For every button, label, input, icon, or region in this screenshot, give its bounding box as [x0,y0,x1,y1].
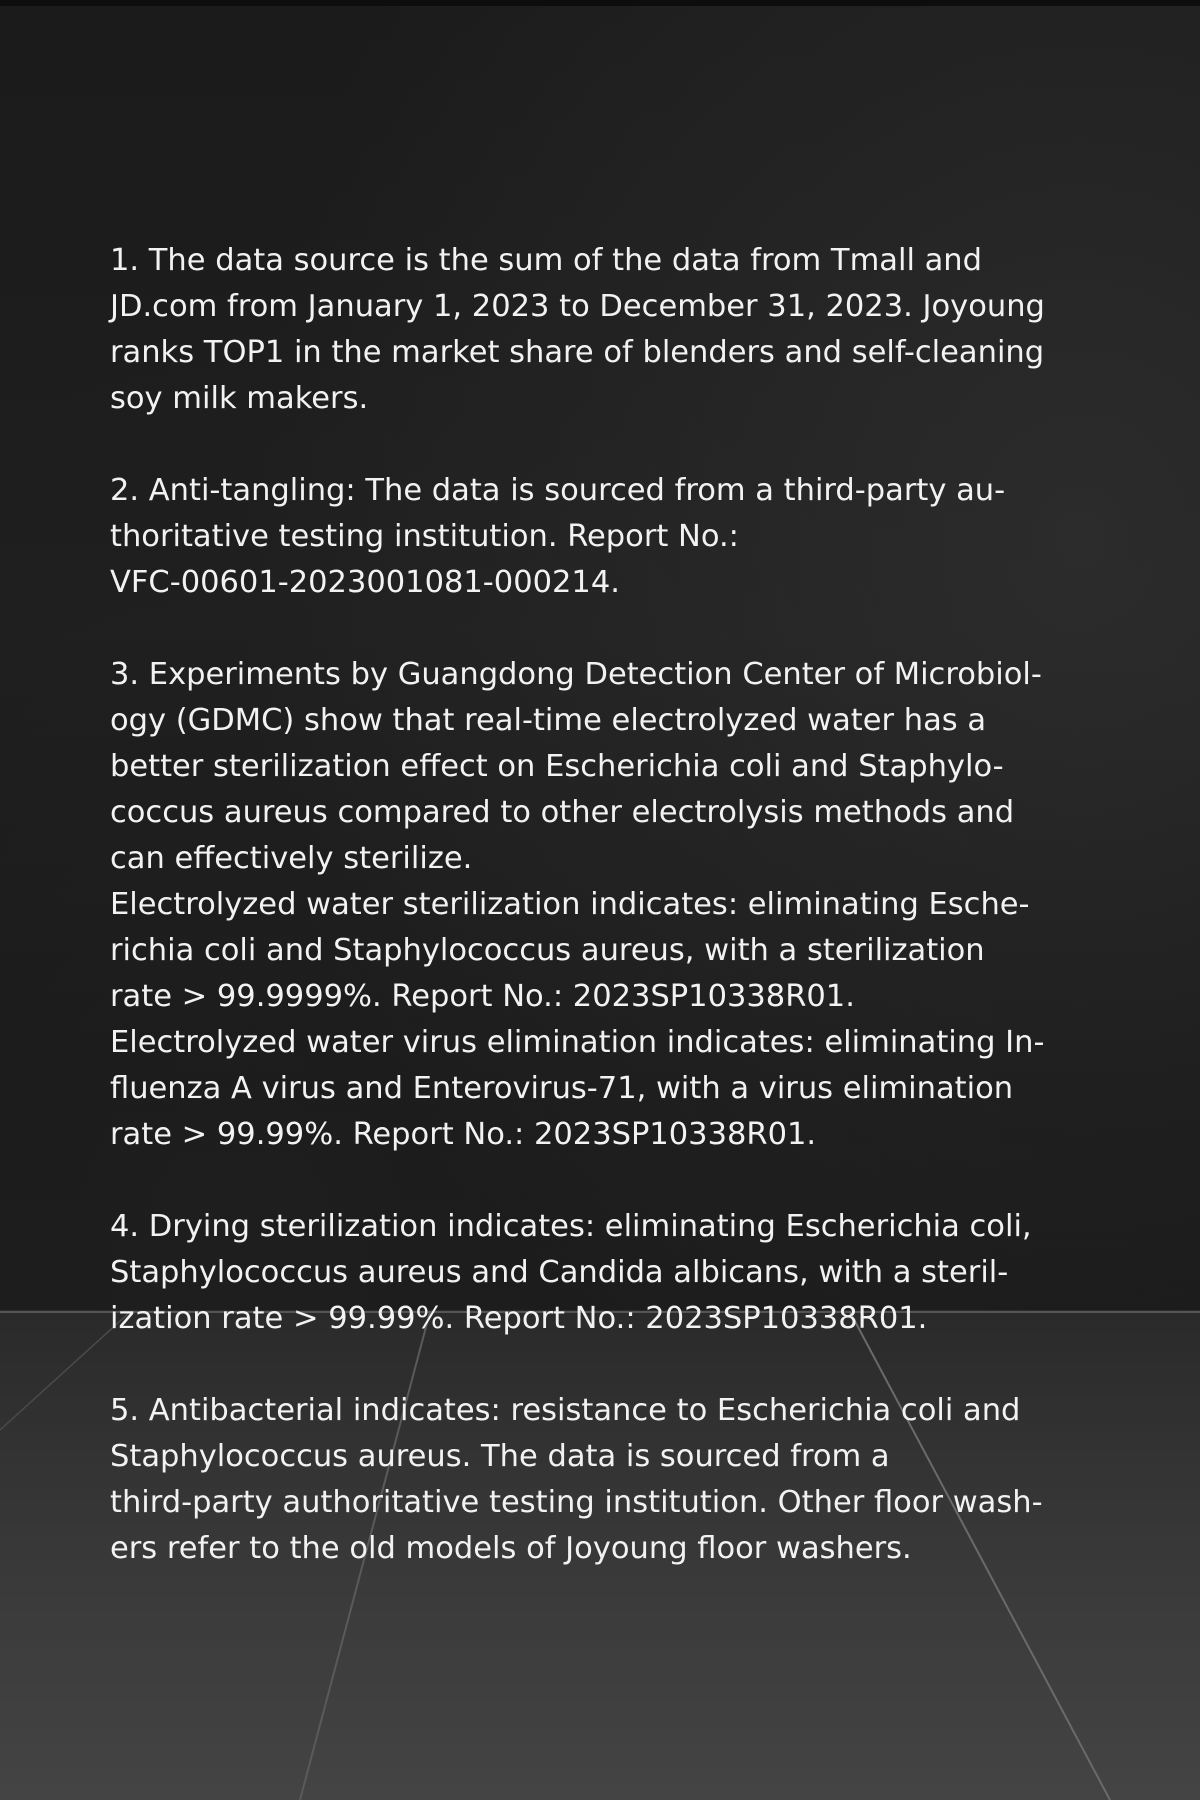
top-edge-line [0,0,1200,6]
note-line: fluenza A virus and Enterovirus-71, with a virus elimination [110,1071,1014,1106]
note-paragraph [110,238,1100,422]
note-paragraph [110,1388,1100,1572]
note-line: rate > 99.9999%. Report No.: 2023SP10338R01. [110,979,855,1014]
note-line: better sterilization effect on Escherichia coli and Staphylo- [110,749,1004,784]
paragraph-spacer [110,422,1100,468]
note-line: Staphylococcus aureus and Candida albicans, with a steril- [110,1255,1009,1290]
note-line: ization rate > 99.99%. Report No.: 2023SP10338R01. [110,1301,928,1336]
note-line: ers refer to the old models of Joyoung floor washers. [110,1531,912,1566]
note-line: 5. Antibacterial indicates: resistance to Escherichia coli and [110,1393,1021,1428]
note-line: thoritative testing institution. Report No.: [110,519,739,554]
disclaimer-notes [110,238,1100,1572]
note-line: soy milk makers. [110,381,369,416]
note-line: ogy (GDMC) show that real-time electrolyzed water has a [110,703,987,738]
note-line: can effectively sterilize. [110,841,473,876]
note-line: Staphylococcus aureus. The data is sourced from a [110,1439,890,1474]
note-line: 3. Experiments by Guangdong Detection Center of Microbiol- [110,657,1042,692]
note-line: richia coli and Staphylococcus aureus, with a sterilization [110,933,985,968]
note-line: JD.com from January 1, 2023 to December 31, 2023. Joyoung [110,289,1045,324]
note-line: 1. The data source is the sum of the data from Tmall and [110,243,982,278]
note-line: 4. Drying sterilization indicates: eliminating Escherichia coli, [110,1209,1032,1244]
note-line: rate > 99.99%. Report No.: 2023SP10338R01. [110,1117,817,1152]
note-paragraph [110,468,1100,606]
note-line: 2. Anti-tangling: The data is sourced from a third-party au- [110,473,1006,508]
paragraph-spacer [110,1342,1100,1388]
paragraph-spacer [110,1158,1100,1204]
paragraph-spacer [110,606,1100,652]
note-line: third-party authoritative testing institution. Other floor wash- [110,1485,1043,1520]
note-line: Electrolyzed water virus elimination indicates: eliminating In- [110,1025,1045,1060]
note-paragraph [110,652,1100,1158]
note-line: coccus aureus compared to other electrolysis methods and [110,795,1015,830]
note-line: ranks TOP1 in the market share of blenders and self-cleaning [110,335,1045,370]
note-line: Electrolyzed water sterilization indicates: eliminating Esche- [110,887,1030,922]
note-paragraph [110,1204,1100,1342]
note-line: VFC-00601-2023001081-000214. [110,565,620,600]
